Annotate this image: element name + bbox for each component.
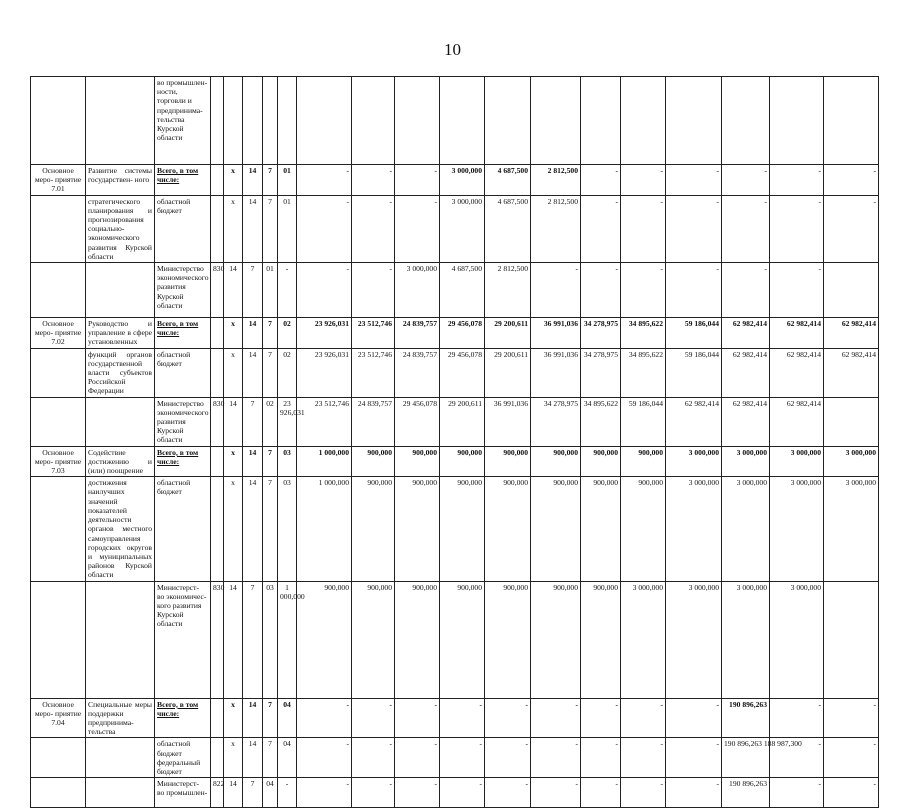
table-cell: 36 991,036 <box>531 318 581 349</box>
table-cell: 4 687,500 <box>485 165 531 196</box>
table-row <box>31 77 879 165</box>
table-cell: 830 <box>211 397 224 446</box>
table-cell: 7 <box>243 581 263 698</box>
table-cell <box>211 348 224 397</box>
table-cell: - <box>770 263 824 318</box>
table-cell <box>440 77 485 165</box>
table-cell: - <box>440 698 485 738</box>
table-cell: 900,000 <box>352 446 395 477</box>
table-cell: 900,000 <box>621 477 666 581</box>
table-cell: - <box>770 165 824 196</box>
table-cell: - <box>722 263 770 318</box>
table-cell: - <box>770 778 824 808</box>
table-cell: Содействие достижению и (или) поощрение <box>86 446 155 477</box>
table-cell <box>395 77 440 165</box>
table-cell: 14 <box>243 165 263 196</box>
table-cell: 14 <box>243 738 263 778</box>
table-cell: x <box>224 195 243 262</box>
table-cell: 23 512,746 <box>297 397 352 446</box>
table-cell <box>211 446 224 477</box>
table-cell <box>485 77 531 165</box>
table-cell <box>31 738 86 778</box>
table-cell: - <box>485 738 531 778</box>
table-cell: - <box>440 778 485 808</box>
table-cell: 62 982,414 <box>722 318 770 349</box>
table-cell: 14 <box>224 581 243 698</box>
table-cell: - <box>440 738 485 778</box>
table-cell: 900,000 <box>485 581 531 698</box>
table-cell: - <box>531 263 581 318</box>
table-cell: 900,000 <box>531 446 581 477</box>
table-cell: 900,000 <box>485 446 531 477</box>
table-cell: 59 186,044 <box>621 397 666 446</box>
table-cell <box>31 195 86 262</box>
budget-table <box>30 76 879 808</box>
table-cell: Всего, в том числе: <box>155 165 211 196</box>
table-cell: 900,000 <box>621 446 666 477</box>
table-cell <box>243 77 263 165</box>
table-cell: 62 982,414 <box>824 348 879 397</box>
table-cell: 3 000,000 <box>666 581 722 698</box>
table-cell: Основное меро- приятие 7.04 <box>31 698 86 738</box>
table-cell: 900,000 <box>352 581 395 698</box>
table-cell <box>824 397 879 446</box>
table-cell: областной бюджет <box>155 348 211 397</box>
table-cell: 01 <box>278 165 297 196</box>
table-cell: 59 186,044 <box>666 318 722 349</box>
table-cell: 3 000,000 <box>440 195 485 262</box>
table-cell: 900,000 <box>485 477 531 581</box>
table-cell: - <box>770 738 824 778</box>
table-cell: 36 991,036 <box>531 348 581 397</box>
table-cell: - <box>581 738 621 778</box>
table-cell: x <box>224 477 243 581</box>
table-cell: 14 <box>224 263 243 318</box>
table-cell: Всего, в том числе: <box>155 446 211 477</box>
table-cell: - <box>824 165 879 196</box>
table-cell: 3 000,000 <box>770 581 824 698</box>
table-cell: 822 <box>211 778 224 808</box>
table-cell <box>31 397 86 446</box>
table-cell: 03 <box>278 477 297 581</box>
table-cell: 2 812,500 <box>531 165 581 196</box>
table-cell: 7 <box>263 318 278 349</box>
table-row <box>31 263 879 318</box>
table-cell <box>297 77 352 165</box>
table-cell: 14 <box>243 195 263 262</box>
table-cell: 190 896,263 188 987,300 <box>722 738 770 778</box>
table-cell: 830 <box>211 263 224 318</box>
table-cell: - <box>621 698 666 738</box>
table-cell: 1 000,000 <box>297 446 352 477</box>
table-cell: 7 <box>243 778 263 808</box>
table-cell: 14 <box>243 446 263 477</box>
table-cell: Министерство экономического развития Курской области <box>155 263 211 318</box>
table-cell: достижения наилучших значений показателей деятельности органов местного самоуправления городских округов и муниципальных районов Курской области <box>86 477 155 581</box>
table-cell: Всего, в том числе: <box>155 318 211 349</box>
table-cell <box>352 77 395 165</box>
table-cell: 29 456,078 <box>440 348 485 397</box>
table-cell: Основное меро- приятие 7.03 <box>31 446 86 477</box>
table-cell: 62 982,414 <box>666 397 722 446</box>
table-cell: - <box>485 698 531 738</box>
table-row <box>31 165 879 196</box>
table-cell: - <box>824 778 879 808</box>
table-cell: 3 000,000 <box>395 263 440 318</box>
table-cell: областной бюджет федеральный бюджет <box>155 738 211 778</box>
table-cell: 4 687,500 <box>440 263 485 318</box>
table-cell: 23 512,746 <box>352 318 395 349</box>
table-cell: - <box>531 778 581 808</box>
table-cell: x <box>224 165 243 196</box>
table-cell: - <box>297 263 352 318</box>
table-cell: Руководство и управление в сфере установленных <box>86 318 155 349</box>
table-cell: 62 982,414 <box>770 397 824 446</box>
table-cell: 02 <box>278 348 297 397</box>
table-cell: - <box>297 698 352 738</box>
table-cell: 1 000,000 <box>278 581 297 698</box>
table-row <box>31 397 879 446</box>
table-cell: 7 <box>263 348 278 397</box>
table-cell: - <box>581 778 621 808</box>
table-cell: 24 839,757 <box>352 397 395 446</box>
table-cell: 23 926,031 <box>297 348 352 397</box>
table-cell: 14 <box>224 397 243 446</box>
table-cell: 04 <box>263 778 278 808</box>
table-cell: 62 982,414 <box>722 348 770 397</box>
table-cell <box>86 77 155 165</box>
table-cell: - <box>621 738 666 778</box>
table-cell: Министерство экономического развития Курской области <box>155 397 211 446</box>
table-cell: - <box>485 778 531 808</box>
table-row <box>31 446 879 477</box>
table-cell: 29 200,611 <box>485 318 531 349</box>
table-cell: - <box>395 698 440 738</box>
table-cell <box>86 397 155 446</box>
table-cell: - <box>824 195 879 262</box>
table-cell: 62 982,414 <box>770 348 824 397</box>
table-cell: 34 895,622 <box>581 397 621 446</box>
table-cell <box>31 348 86 397</box>
table-cell: - <box>581 165 621 196</box>
table-cell: Специальные меры поддержки предпринима- тельства <box>86 698 155 738</box>
table-cell: 04 <box>278 738 297 778</box>
table-cell <box>211 195 224 262</box>
table-cell <box>211 318 224 349</box>
table-cell: x <box>224 348 243 397</box>
table-cell: 7 <box>263 195 278 262</box>
table-cell <box>31 778 86 808</box>
table-cell: 02 <box>278 318 297 349</box>
table-cell: 3 000,000 <box>722 446 770 477</box>
table-cell: - <box>352 778 395 808</box>
table-cell: x <box>224 738 243 778</box>
table-cell: 3 000,000 <box>770 446 824 477</box>
table-cell: 03 <box>263 581 278 698</box>
table-cell: Министерст- во промышлен- <box>155 778 211 808</box>
table-cell: 3 000,000 <box>666 446 722 477</box>
table-cell: - <box>666 195 722 262</box>
table-cell: 3 000,000 <box>666 477 722 581</box>
table-cell: - <box>395 778 440 808</box>
table-cell: - <box>666 778 722 808</box>
table-cell: - <box>581 698 621 738</box>
table-cell: 7 <box>263 446 278 477</box>
table-cell: - <box>581 195 621 262</box>
table-cell <box>86 581 155 698</box>
table-cell <box>31 477 86 581</box>
table-cell: 62 982,414 <box>824 318 879 349</box>
table-cell <box>722 77 770 165</box>
table-cell: 900,000 <box>395 446 440 477</box>
table-cell: 900,000 <box>440 446 485 477</box>
table-cell: 24 839,757 <box>395 348 440 397</box>
table-cell: 29 200,611 <box>485 348 531 397</box>
table-cell <box>211 698 224 738</box>
table-cell: 3 000,000 <box>824 446 879 477</box>
table-cell: областной бюджет <box>155 477 211 581</box>
table-cell <box>263 77 278 165</box>
table-cell: - <box>581 263 621 318</box>
table-cell: 14 <box>243 477 263 581</box>
table-cell: 900,000 <box>581 446 621 477</box>
table-cell: 900,000 <box>531 581 581 698</box>
table-cell: 23 926,031 <box>297 318 352 349</box>
table-cell <box>770 77 824 165</box>
table-cell: 7 <box>243 263 263 318</box>
table-cell: 3 000,000 <box>824 477 879 581</box>
table-row <box>31 581 879 698</box>
table-cell: 900,000 <box>395 581 440 698</box>
table-cell: стратегического планирования и прогнозирования социально- экономического развития Курской области <box>86 195 155 262</box>
table-cell: 2 812,500 <box>531 195 581 262</box>
table-cell <box>824 77 879 165</box>
table-cell: 34 895,622 <box>621 348 666 397</box>
table-cell: - <box>666 698 722 738</box>
table-cell: - <box>352 738 395 778</box>
table-cell: Основное меро- приятие 7.01 <box>31 165 86 196</box>
table-cell: 34 895,622 <box>621 318 666 349</box>
table-cell: функций органов государственной власти субъектов Российской Федерации <box>86 348 155 397</box>
table-cell <box>211 77 224 165</box>
table-cell: 900,000 <box>581 477 621 581</box>
table-row <box>31 318 879 349</box>
table-cell: - <box>531 698 581 738</box>
table-cell: - <box>621 263 666 318</box>
table-cell: 7 <box>243 397 263 446</box>
table-cell <box>86 778 155 808</box>
table-cell: 900,000 <box>531 477 581 581</box>
table-cell: 900,000 <box>297 581 352 698</box>
table-cell <box>211 738 224 778</box>
table-cell: Всего, в том числе: <box>155 698 211 738</box>
table-cell: 3 000,000 <box>440 165 485 196</box>
table-cell: - <box>621 195 666 262</box>
table-cell <box>666 77 722 165</box>
table-cell: - <box>621 778 666 808</box>
table-cell: 7 <box>263 698 278 738</box>
table-cell: 3 000,000 <box>722 581 770 698</box>
table-cell: Министерст- во экономичес- кого развития Курской области <box>155 581 211 698</box>
table-cell: 3 000,000 <box>770 477 824 581</box>
table-cell <box>621 77 666 165</box>
table-cell: - <box>297 195 352 262</box>
table-cell: 900,000 <box>440 581 485 698</box>
table-cell: 62 982,414 <box>722 397 770 446</box>
table-cell <box>211 477 224 581</box>
table-cell: во промышлен- ности, торговли и предпринима- тельства Курской области <box>155 77 211 165</box>
table-cell: 830 <box>211 581 224 698</box>
table-cell: - <box>722 195 770 262</box>
table-cell: 01 <box>263 263 278 318</box>
table-row <box>31 738 879 778</box>
table-cell: 23 926,031 <box>278 397 297 446</box>
table-cell <box>211 165 224 196</box>
table-row <box>31 348 879 397</box>
table-cell <box>278 77 297 165</box>
table-cell: Основное меро- приятие 7.02 <box>31 318 86 349</box>
table-cell: 34 278,975 <box>581 318 621 349</box>
table-cell <box>31 263 86 318</box>
table-cell: - <box>352 698 395 738</box>
table-cell: 29 456,078 <box>395 397 440 446</box>
table-row <box>31 195 879 262</box>
table-cell: - <box>722 165 770 196</box>
table-cell: - <box>278 263 297 318</box>
table-cell: 190 896,263 <box>722 698 770 738</box>
table-cell: 14 <box>243 698 263 738</box>
table-cell: x <box>224 318 243 349</box>
table-cell <box>31 77 86 165</box>
table-cell: 900,000 <box>395 477 440 581</box>
table-cell <box>581 77 621 165</box>
table-cell: - <box>395 195 440 262</box>
table-cell <box>31 581 86 698</box>
table-cell <box>824 263 879 318</box>
table-cell: - <box>770 698 824 738</box>
table-cell: 34 278,975 <box>581 348 621 397</box>
table-cell: 24 839,757 <box>395 318 440 349</box>
table-cell: 29 456,078 <box>440 318 485 349</box>
table-cell: - <box>395 738 440 778</box>
table-cell: - <box>278 778 297 808</box>
table-cell: - <box>297 778 352 808</box>
table-cell: - <box>621 165 666 196</box>
table-cell: x <box>224 446 243 477</box>
table-cell: 3 000,000 <box>722 477 770 581</box>
table-cell: 14 <box>243 348 263 397</box>
table-cell: - <box>666 165 722 196</box>
table-cell: 03 <box>278 446 297 477</box>
table-cell: - <box>297 738 352 778</box>
table-cell: 59 186,044 <box>666 348 722 397</box>
table-cell: 34 278,975 <box>531 397 581 446</box>
table-cell: 14 <box>243 318 263 349</box>
table-cell: - <box>352 195 395 262</box>
table-cell: 7 <box>263 738 278 778</box>
table-cell: - <box>824 738 879 778</box>
table-cell <box>86 263 155 318</box>
table-cell: Развитие системы государствен- ного <box>86 165 155 196</box>
table-cell: - <box>531 738 581 778</box>
table-cell: 1 000,000 <box>297 477 352 581</box>
table-cell: 900,000 <box>581 581 621 698</box>
table-row <box>31 477 879 581</box>
table-cell <box>531 77 581 165</box>
table-cell: 900,000 <box>352 477 395 581</box>
table-cell: - <box>352 165 395 196</box>
table-cell: 190 896,263 <box>722 778 770 808</box>
table-cell: 3 000,000 <box>621 581 666 698</box>
table-cell: x <box>224 698 243 738</box>
table-body <box>31 77 879 808</box>
table-cell: - <box>666 738 722 778</box>
table-cell: - <box>666 263 722 318</box>
table-cell: - <box>824 698 879 738</box>
table-cell: 04 <box>278 698 297 738</box>
table-cell: 7 <box>263 477 278 581</box>
table-cell: 14 <box>224 778 243 808</box>
table-cell: 900,000 <box>440 477 485 581</box>
table-cell <box>224 77 243 165</box>
table-cell: - <box>395 165 440 196</box>
table-cell: - <box>770 195 824 262</box>
table-cell: - <box>352 263 395 318</box>
table-cell: 36 991,036 <box>485 397 531 446</box>
table-cell: 4 687,500 <box>485 195 531 262</box>
table-row <box>31 698 879 738</box>
table-cell: областной бюджет <box>155 195 211 262</box>
table-cell: 01 <box>278 195 297 262</box>
table-cell: 7 <box>263 165 278 196</box>
table-cell: 23 512,746 <box>352 348 395 397</box>
table-cell: 02 <box>263 397 278 446</box>
table-cell: 29 200,611 <box>440 397 485 446</box>
table-cell <box>86 738 155 778</box>
page-number: 10 <box>444 40 461 59</box>
table-row <box>31 778 879 808</box>
table-cell: 62 982,414 <box>770 318 824 349</box>
table-cell <box>824 581 879 698</box>
table-cell: 2 812,500 <box>485 263 531 318</box>
table-cell: - <box>297 165 352 196</box>
